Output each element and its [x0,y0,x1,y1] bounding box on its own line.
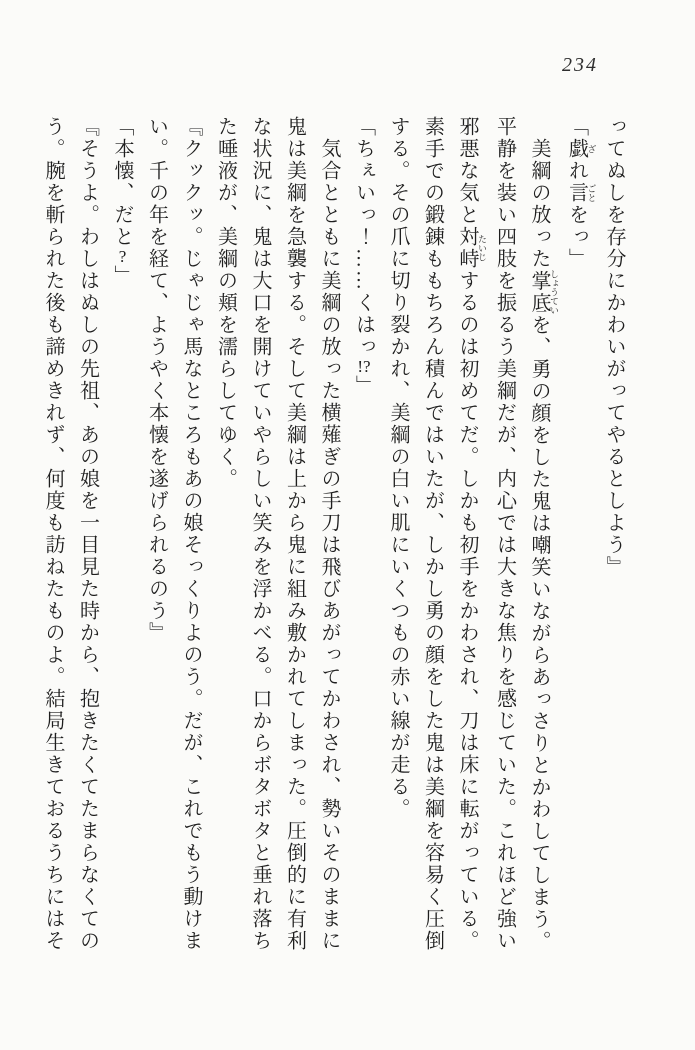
ruby-annotated-word: 対峙 たいじ [456,226,487,270]
tate-chu-yoko: !? [357,358,371,375]
text-line: 平静を装い四肢を振るう美綱だが、内心では大きな焦りを感じていた。これほど強い [493,116,516,952]
text-line: 『そうよ。わしはぬしの先祖、あの娘を一目見た時から、抱きたくてたまらなくての [76,116,99,952]
text-block [43,116,631,962]
ruby-annotated-word: 言 ごと [565,182,597,204]
text-line: な状況に、鬼は大口を開けていやらしい笑みを浮かべる。口からボタボタと垂れ落ち [249,116,271,952]
text-line: う。腕を斬られた後も諦めきれず、何度も訪ねたものよ。結局生きておるうちにはそ [42,116,64,952]
text-line: 邪悪な気と対峙 たいじするのは初めてだ。しかも初手をかわされ、刀は床に転がっている。 [456,116,487,952]
text-line: 『クックッ。じゃじゃ馬なところもあの娘そっくりよのう。だが、これでもう動けま [180,116,202,952]
tate-chu-yoko: ? [118,248,127,265]
text-line: 鬼は美綱を急襲する。そして美綱は上から鬼に組み敷かれてしまった。圧倒的に有利 [283,116,306,952]
text-line: 気合とともに美綱の放った横薙ぎの手刀は飛びあがってかわされ、勢いそのままに [318,138,340,952]
text-line: た唾液が、美綱の頬を濡らしてゆく。 [214,116,237,490]
text-line: 「戯 ざれ言 ごとをっ」 [565,116,597,270]
text-line: い。千の年を経て、ようやく本懐を遂げられるのう』 [145,116,168,644]
text-line: 素手での鍛錬ももちろん積んではいたが、しかし勇の顔をした鬼は美綱を容易く圧倒 [421,116,444,952]
text-line: 美綱の放った掌底 しょうていを、勇の顔をした鬼は嘲笑いながらあっさりとかわしてしまう。 [528,138,559,953]
text-line: 「本懐、だと?」 [111,116,133,287]
page-number: 234 [562,54,598,76]
text-line: ってぬしを存分にかわいがってやるとしよう』 [603,116,625,578]
text-line: する。その爪に切り裂かれ、美綱の白い肌にいくつもの赤い線が走る。 [387,116,409,820]
text-line: 「ちぇいっ！……くはっ!?」 [352,116,375,397]
ruby-annotated-word: 掌底 しょうてい [528,269,559,315]
ruby-annotated-word: 戯 ざ [565,138,597,160]
